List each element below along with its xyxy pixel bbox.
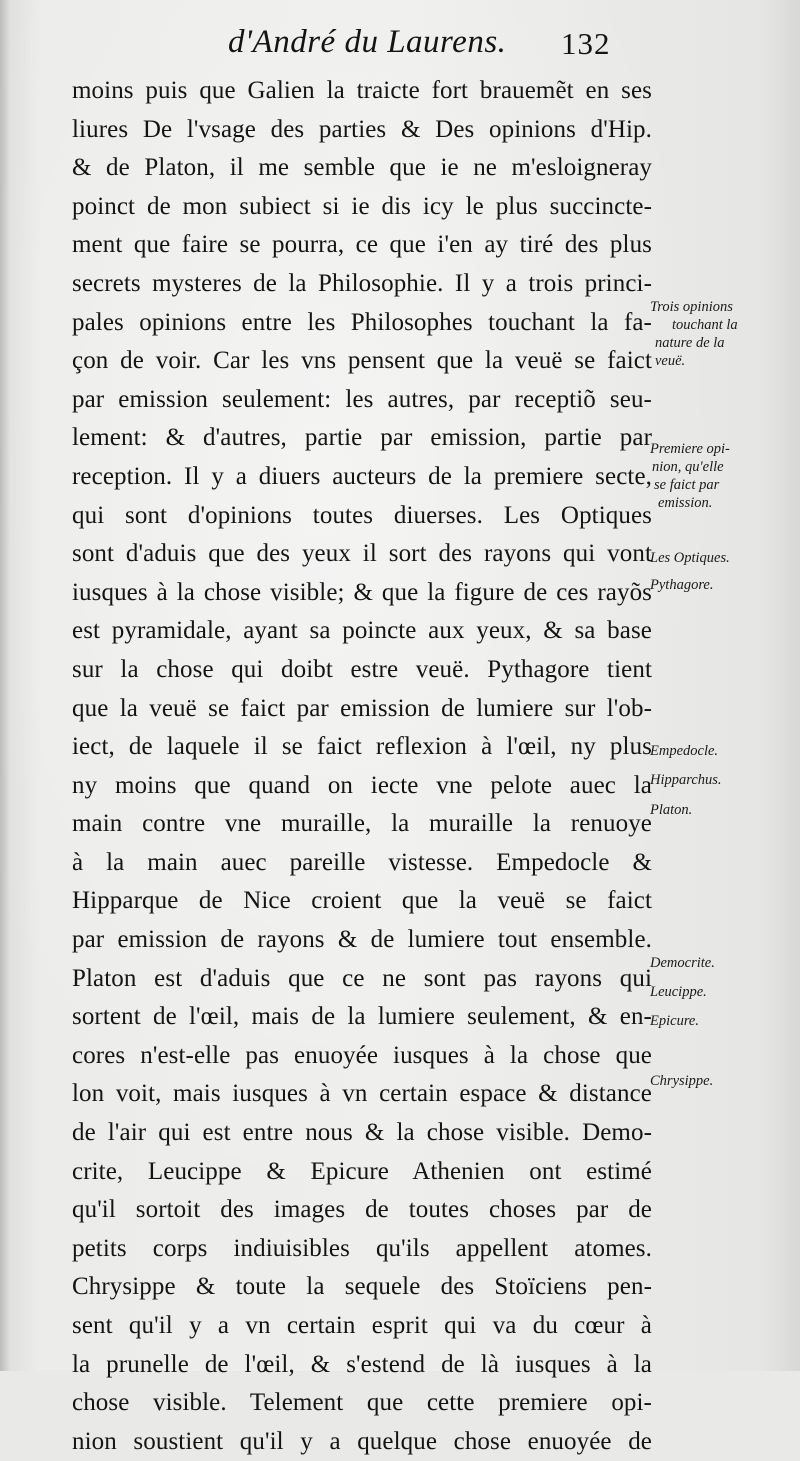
margin-note-line: Premiere opi-: [650, 441, 730, 457]
text-line: lon voit, mais iusques à vn certain espace & distance: [72, 1080, 652, 1108]
margin-note-platon: Platon.: [650, 802, 693, 818]
page-number: 132: [561, 26, 611, 61]
text-line: par emission seulement: les autres, par receptiõ seu-: [72, 385, 652, 413]
text-line: qu'il sortoit des images de toutes choses par de: [72, 1196, 652, 1224]
text-line: à la main auec pareille vistesse. Empedocle &: [72, 848, 652, 876]
margin-note-line: touchant la: [672, 317, 738, 333]
margin-note-line: Trois opinions: [650, 299, 733, 315]
text-line: Hipparque de Nice croient que la veuë se faict: [72, 887, 652, 915]
text-line: poinct de mon subiect si ie dis icy le plus succincte-: [72, 192, 652, 220]
text-line: nion soustient qu'il y a quelque chose enuoyée de: [72, 1427, 652, 1455]
text-line: sont d'aduis que des yeux il sort des rayons qui vont: [72, 540, 652, 568]
text-line: crite, Leucippe & Epicure Athenien ont estimé: [72, 1157, 652, 1185]
text-line: sent qu'il y a vn certain esprit qui va du cœur à: [72, 1312, 652, 1339]
text-line: Platon est d'aduis que ce ne sont pas rayons qui: [72, 964, 652, 992]
text-line: sur la chose qui doibt estre veuë. Pythagore tient: [72, 655, 652, 683]
margin-note-leucippe: Leucippe.: [650, 984, 707, 1000]
body-text: [72, 72, 652, 1461]
margin-note-line: emission.: [658, 495, 713, 511]
text-line: pales opinions entre les Philosophes touchant la fa-: [72, 308, 652, 336]
margin-note-trois-opinions: [650, 298, 738, 370]
margin-note-pythagore: Pythagore.: [650, 577, 714, 593]
text-line: reception. Il y a diuers aucteurs de la premiere secte,: [72, 462, 652, 490]
text-line: Chrysippe & toute la sequele des Stoïciens pen-: [72, 1273, 652, 1301]
margin-note-line: nature de la: [655, 335, 725, 351]
running-head: d'André du Laurens.: [228, 24, 507, 60]
text-line: ny moins que quand on iecte vne pelote auec la: [72, 771, 652, 799]
margin-note-premiere-opinion: [650, 440, 730, 512]
text-line: sortent de l'œil, mais de la lumiere seulement, & en-: [72, 1003, 652, 1031]
margin-note-empedocle: Empedocle.: [650, 743, 719, 759]
margin-note-democrite: Democrite.: [650, 955, 715, 971]
text-line: iect, de laquele il se faict reflexion à l'œil, ny plus: [72, 733, 652, 761]
text-line: cores n'est-elle pas enuoyée iusques à la chose que: [72, 1041, 652, 1069]
margin-note-epicure: Epicure.: [650, 1013, 699, 1029]
margin-note-line: se faict par: [654, 477, 720, 493]
text-line: liures De l'vsage des parties & Des opinions d'Hip.: [72, 115, 652, 143]
text-line: est pyramidale, ayant sa poincte aux yeux, & sa base: [72, 617, 652, 645]
text-line: iusques à la chose visible; & que la figure de ces rayõs: [72, 578, 652, 606]
text-line: que la veuë se faict par emission de lumiere sur l'ob-: [72, 694, 652, 722]
text-line: main contre vne muraille, la muraille la renuoye: [72, 810, 652, 838]
text-line: qui sont d'opinions toutes diuerses. Les Optiques: [72, 501, 652, 529]
text-line: ment que faire se pourra, ce que i'en ay tiré des plus: [72, 231, 652, 259]
margin-note-chrysippe: Chrysippe.: [650, 1073, 714, 1089]
margin-note-hipparchus: Hipparchus.: [650, 772, 722, 788]
text-line: secrets mysteres de la Philosophie. Il y a trois princi-: [72, 269, 652, 297]
text-line: lement: & d'autres, partie par emission, partie par: [72, 424, 652, 452]
text-line: moins puis que Galien la traicte fort brauemẽt en ses: [72, 77, 652, 104]
text-line: petits corps indiuisibles qu'ils appellent atomes.: [72, 1234, 652, 1262]
page-gutter-shadow: [0, 0, 10, 1371]
margin-note-line: veuë.: [655, 353, 686, 369]
text-line: çon de voir. Car les vns pensent que la veuë se faict: [72, 347, 652, 375]
margin-notes: [650, 0, 796, 1371]
margin-note-line: nion, qu'elle: [652, 459, 724, 475]
text-line: par emission de rayons & de lumiere tout ensemble.: [72, 926, 652, 954]
text-line: de l'air qui est entre nous & la chose visible. Demo-: [72, 1119, 652, 1147]
text-line: la prunelle de l'œil, & s'estend de là iusques à la: [72, 1350, 652, 1378]
text-line: chose visible. Telement que cette premiere opi-: [72, 1389, 652, 1417]
text-line: & de Platon, il me semble que ie ne m'esloigneray: [72, 154, 652, 182]
margin-note-optiques: Les Optiques.: [650, 550, 730, 566]
